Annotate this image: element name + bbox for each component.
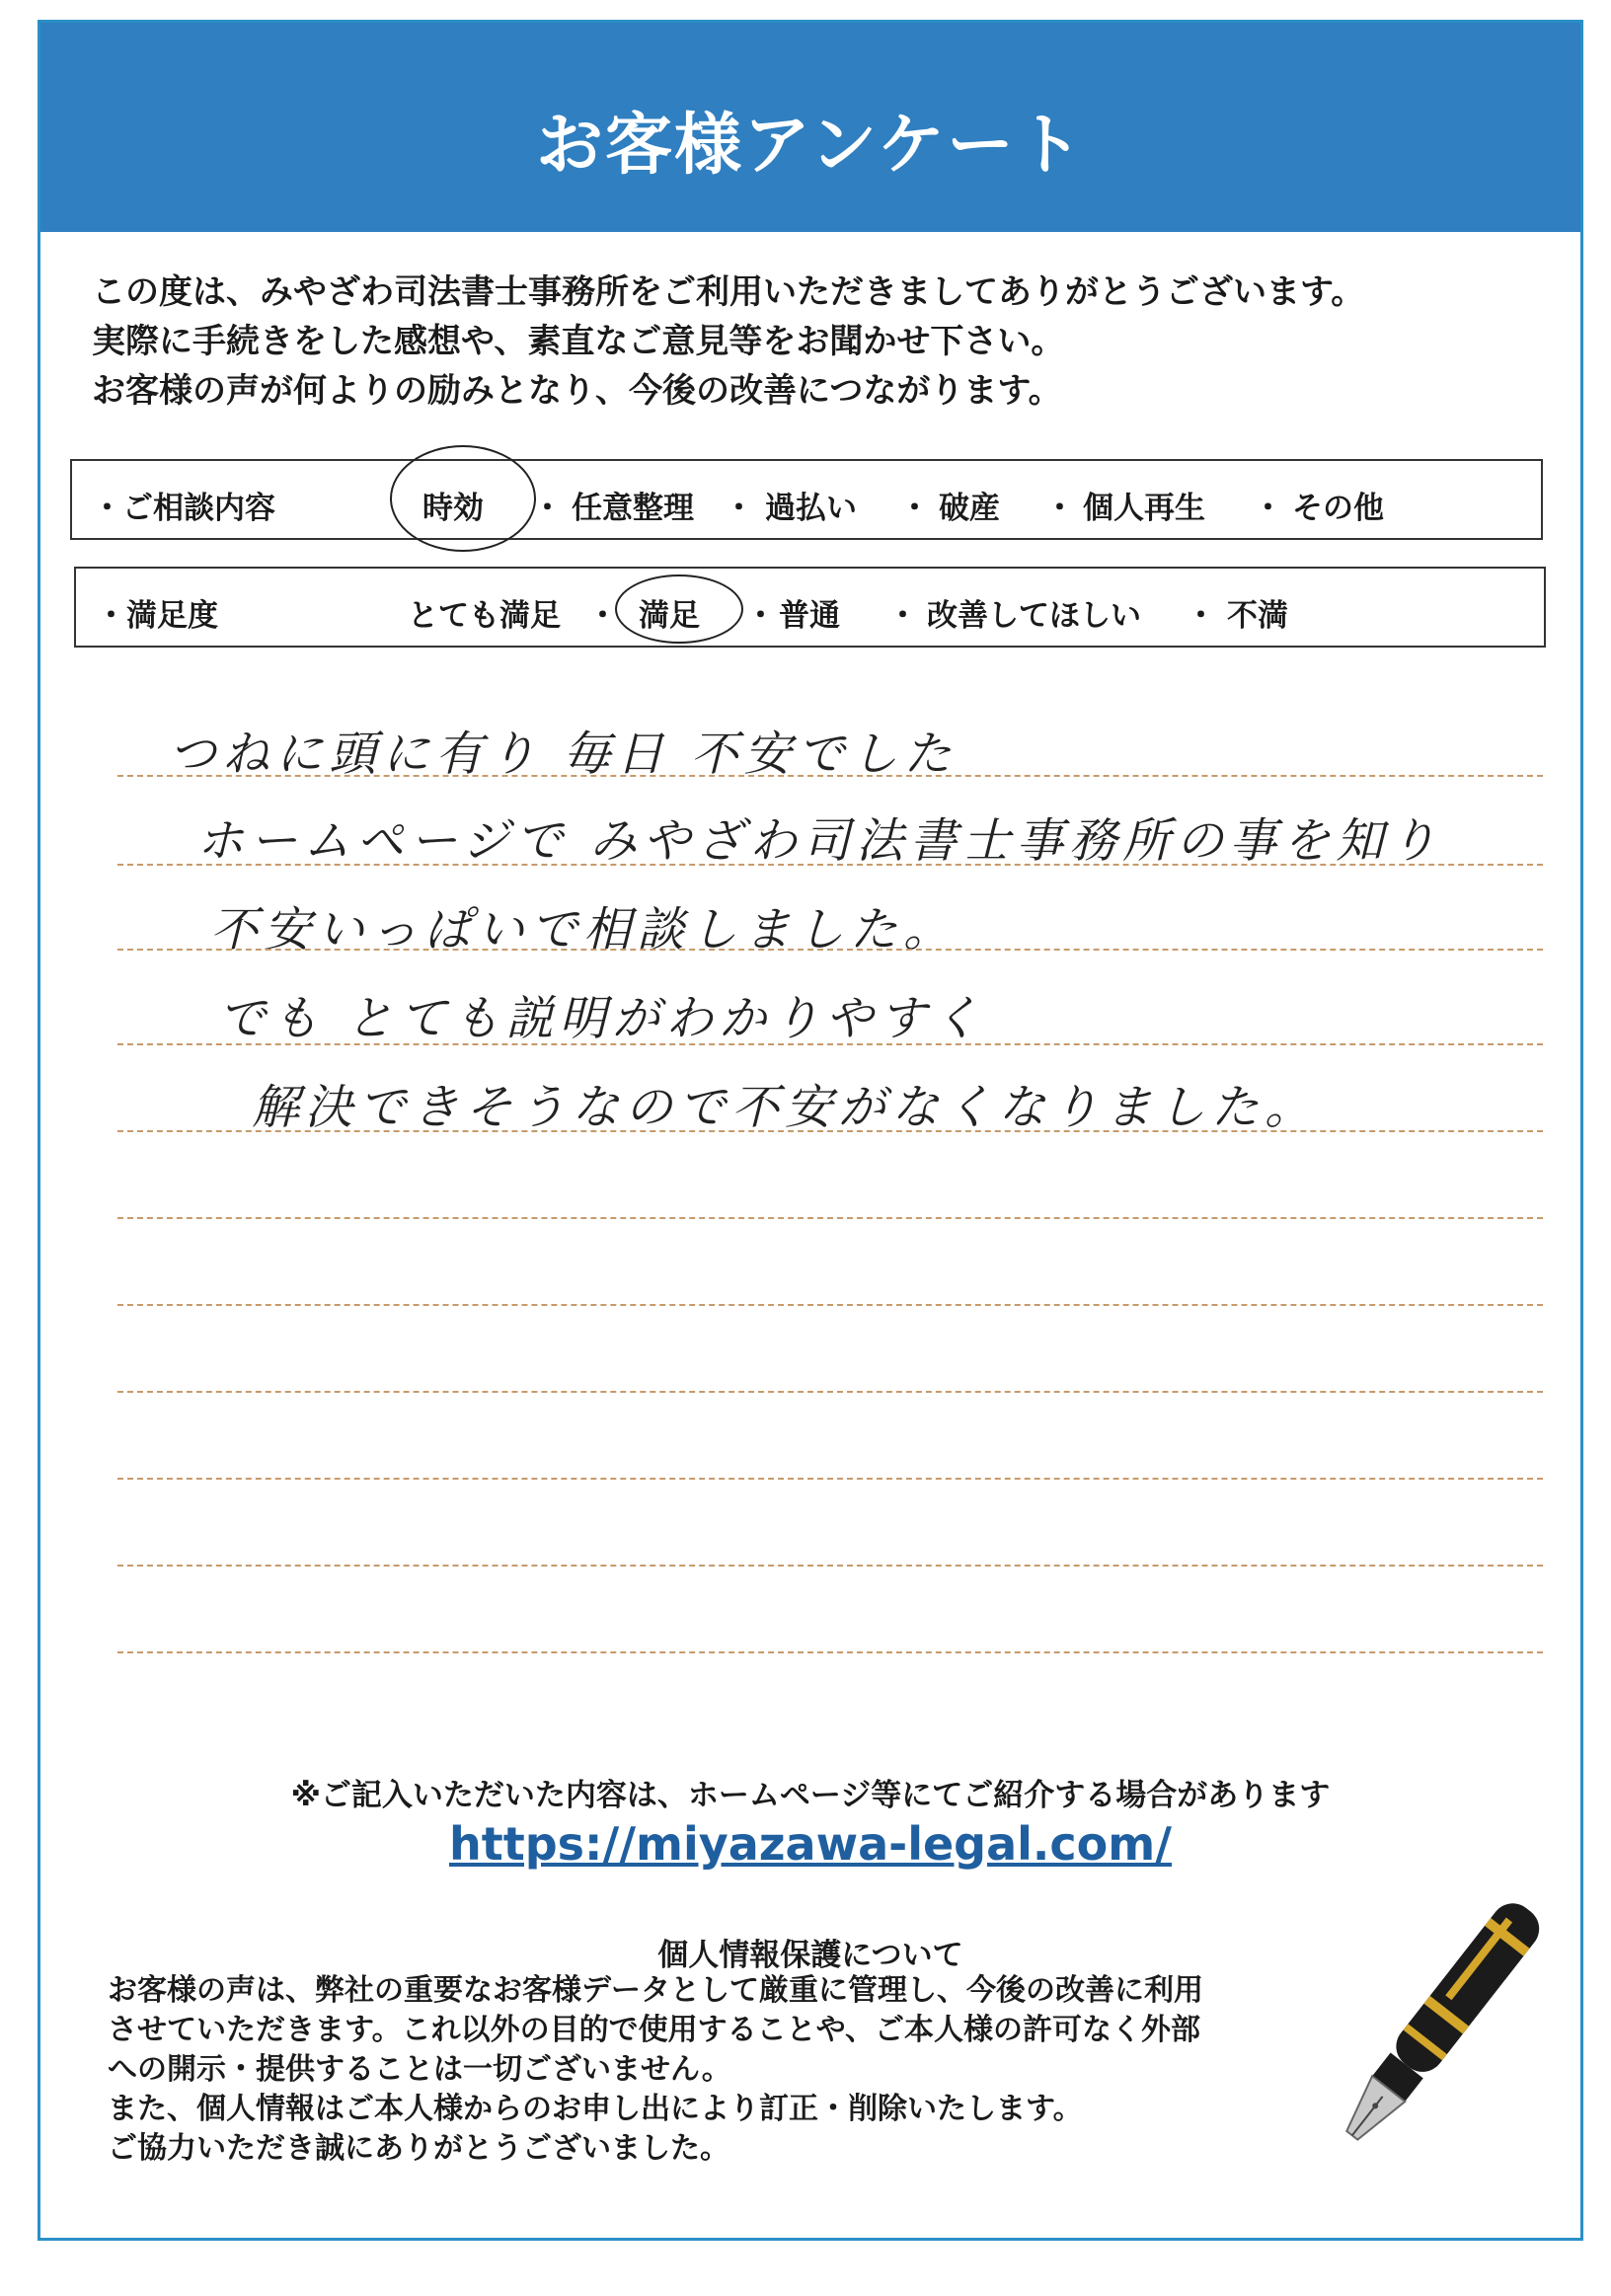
satisfaction-label: ・満足度: [96, 598, 218, 634]
consultation-label: ・ご相談内容: [92, 491, 275, 526]
privacy-line: また、個人情報はご本人様からのお申し出により訂正・削除いたします。: [108, 2092, 1083, 2126]
ruled-line: [117, 1565, 1543, 1567]
separator: ・: [587, 598, 618, 634]
handwritten-line: つねに頭に有り 毎日 不安でした: [169, 727, 958, 782]
separator: ・: [1253, 491, 1283, 526]
ruled-line: [117, 1651, 1543, 1653]
privacy-text: [108, 1971, 1411, 2169]
privacy-title: 個人情報保護について: [657, 1938, 963, 1973]
selected-circle-mark: [615, 574, 743, 644]
intro-line: この度は、みやざわ司法書士事務所をご利用いただきましてありがとうございます。: [92, 272, 1365, 312]
selected-circle-mark: [390, 445, 536, 552]
handwritten-line: 解決できそうなので不安がなくなりました。: [252, 1080, 1319, 1135]
intro-line: お客様の声が何よりの励みとなり、今後の改善につながります。: [92, 371, 1062, 411]
separator: ・: [899, 491, 930, 526]
option-futsu[interactable]: 普通: [779, 598, 840, 634]
option-kojin-saisei[interactable]: 個人再生: [1083, 491, 1205, 526]
survey-frame: [38, 20, 1583, 2241]
ruled-line: [117, 1391, 1543, 1393]
separator: ・: [887, 598, 918, 634]
option-nini-seiri[interactable]: 任意整理: [572, 491, 694, 526]
privacy-line: させていただきます。これ以外の目的で使用することや、ご本人様の許可なく外部: [108, 2013, 1200, 2047]
separator: ・: [745, 598, 776, 634]
fountain-pen-illustration-icon: [1304, 1869, 1571, 2184]
separator: ・: [1044, 491, 1075, 526]
publication-notice: ※ご記入いただいた内容は、ホームページ等にてご紹介する場合があります: [290, 1778, 1331, 1813]
separator: ・: [1186, 598, 1216, 634]
ruled-line: [117, 949, 1543, 951]
ruled-line: [117, 775, 1543, 777]
handwritten-line: ホームページで みやざわ司法書士事務所の事を知り: [196, 813, 1443, 869]
option-sonota[interactable]: その他: [1292, 491, 1384, 526]
consultation-row: [70, 459, 1543, 540]
ruled-line: [117, 1304, 1543, 1306]
privacy-line: お客様の声は、弊社の重要なお客様データとして厳重に管理し、今後の改善に利用: [108, 1973, 1203, 2008]
intro-line: 実際に手続きをした感想や、素直なご意見等をお聞かせ下さい。: [92, 322, 1065, 361]
privacy-line: ご協力いただき誠にありがとうございました。: [108, 2131, 729, 2166]
header-banner: [40, 23, 1580, 232]
option-fuman[interactable]: 不満: [1227, 598, 1288, 634]
website-link[interactable]: https://miyazawa-legal.com/: [449, 1817, 1172, 1871]
handwritten-line: 不安いっぱいで相談しました。: [210, 902, 958, 957]
privacy-line: への開示・提供することは一切ございません。: [108, 2052, 731, 2087]
option-kabarai[interactable]: 過払い: [765, 491, 857, 526]
option-jiko[interactable]: 時効: [422, 491, 484, 526]
option-manzoku[interactable]: 満足: [639, 598, 700, 634]
page-title: お客様アンケート: [536, 107, 1085, 185]
option-kaizen[interactable]: 改善してほしい: [927, 598, 1141, 634]
intro-text: [92, 268, 1364, 416]
separator: ・: [532, 491, 563, 526]
ruled-line: [117, 1217, 1543, 1219]
satisfaction-row: [74, 567, 1546, 648]
ruled-line: [117, 1043, 1543, 1045]
ruled-line: [117, 1478, 1543, 1480]
ruled-line: [117, 1130, 1543, 1132]
handwritten-line: でも とても説明がわかりやすく: [218, 991, 986, 1046]
separator: ・: [724, 491, 754, 526]
ruled-line: [117, 864, 1543, 866]
option-hasan[interactable]: 破産: [939, 491, 1000, 526]
option-totemo-manzoku[interactable]: とても満足: [408, 598, 561, 634]
